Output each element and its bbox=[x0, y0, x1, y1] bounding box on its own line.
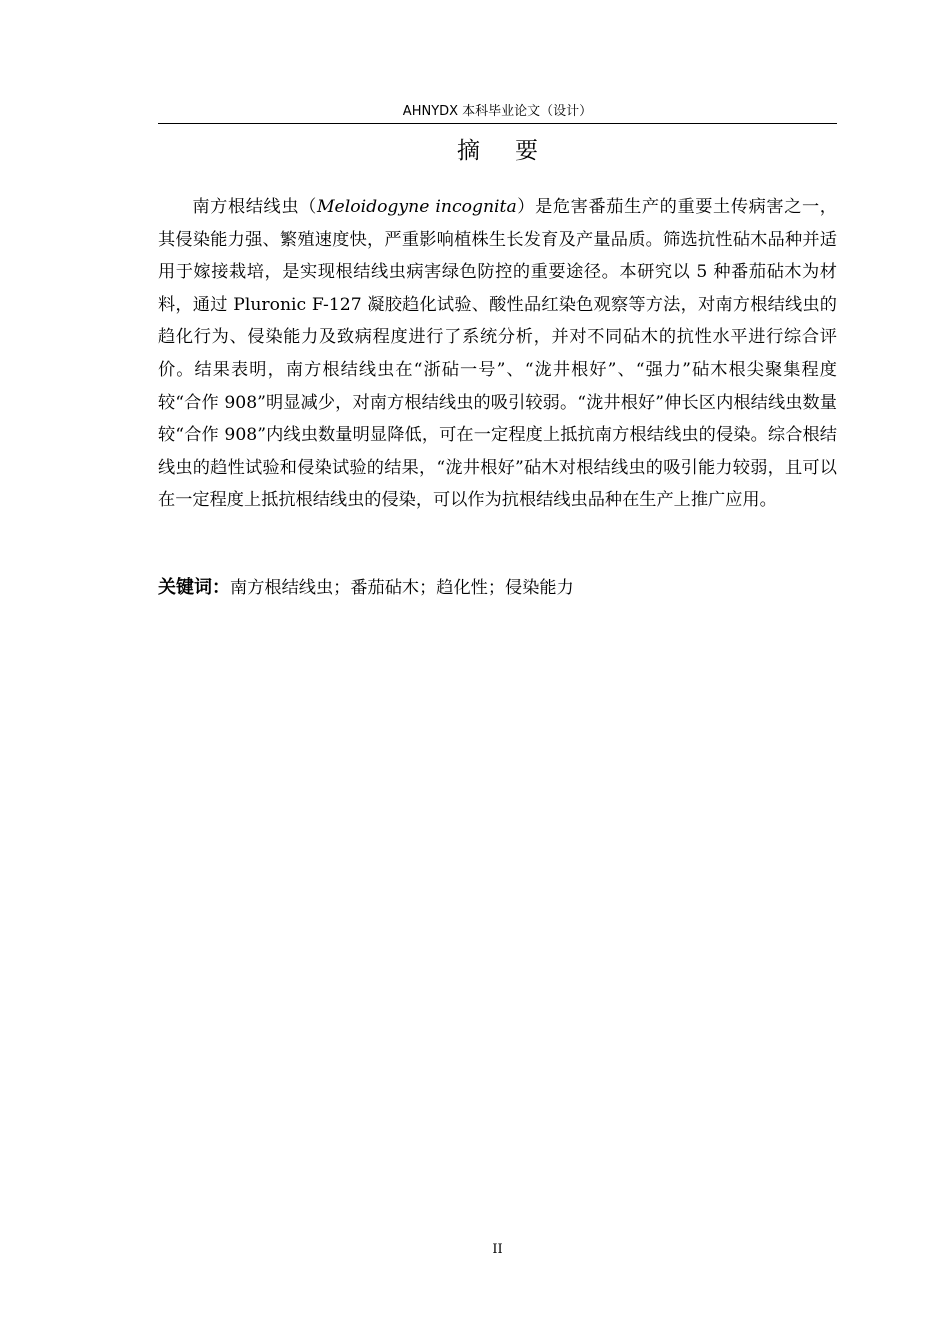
abstract-text-part1: 南方根结线虫（ bbox=[192, 197, 317, 217]
species-name: Meloidogyne incognita bbox=[316, 197, 517, 217]
page-number: II bbox=[492, 1242, 503, 1257]
keywords-line bbox=[158, 573, 837, 603]
keywords-text: 南方根结线虫；番茄砧木；趋化性；侵染能力 bbox=[230, 578, 574, 598]
header-rule bbox=[158, 123, 837, 124]
abstract-body bbox=[158, 191, 837, 517]
abstract-title: 摘 要 bbox=[457, 138, 552, 164]
running-header: AHNYDX 本科毕业论文（设计） bbox=[402, 104, 593, 119]
abstract-text-part2: ）是危害番茄生产的重要土传病害之一，其侵染能力强、繁殖速度快，严重影响植株生长发育及产量品质。筛选抗性砧木品种并适用于嫁接栽培，是实现根结线虫病害绿色防控的重要途径。本研究以 5 种番茄砧木为材料，通过 Pluronic F-127 凝胶趋化试验、酸性品红染色观察等方法，对南方根结线虫的趋化行为、侵染能力及致病程度进行了系统分析，并对不同砧木的抗性水平进行综合评价。结果表明，南方根结线虫在“浙砧一号”、“泷井根好”、“强力”砧木根尖聚集程度较“合作 908”明显减少，对南方根结线虫的吸引较弱。“泷井根好”伸长区内根结线虫数量较“合作 908”内线虫数量明显降低，可在一定程度上抵抗南方根结线虫的侵染。综合根结线虫的趋性试验和侵染试验的结果，“泷井根好”砧木对根结线虫的吸引能力较弱，且可以在一定程度上抵抗根结线虫的侵染，可以作为抗根结线虫品种在生产上推广应用。 bbox=[158, 197, 837, 511]
keywords-label: 关键词： bbox=[158, 577, 230, 598]
